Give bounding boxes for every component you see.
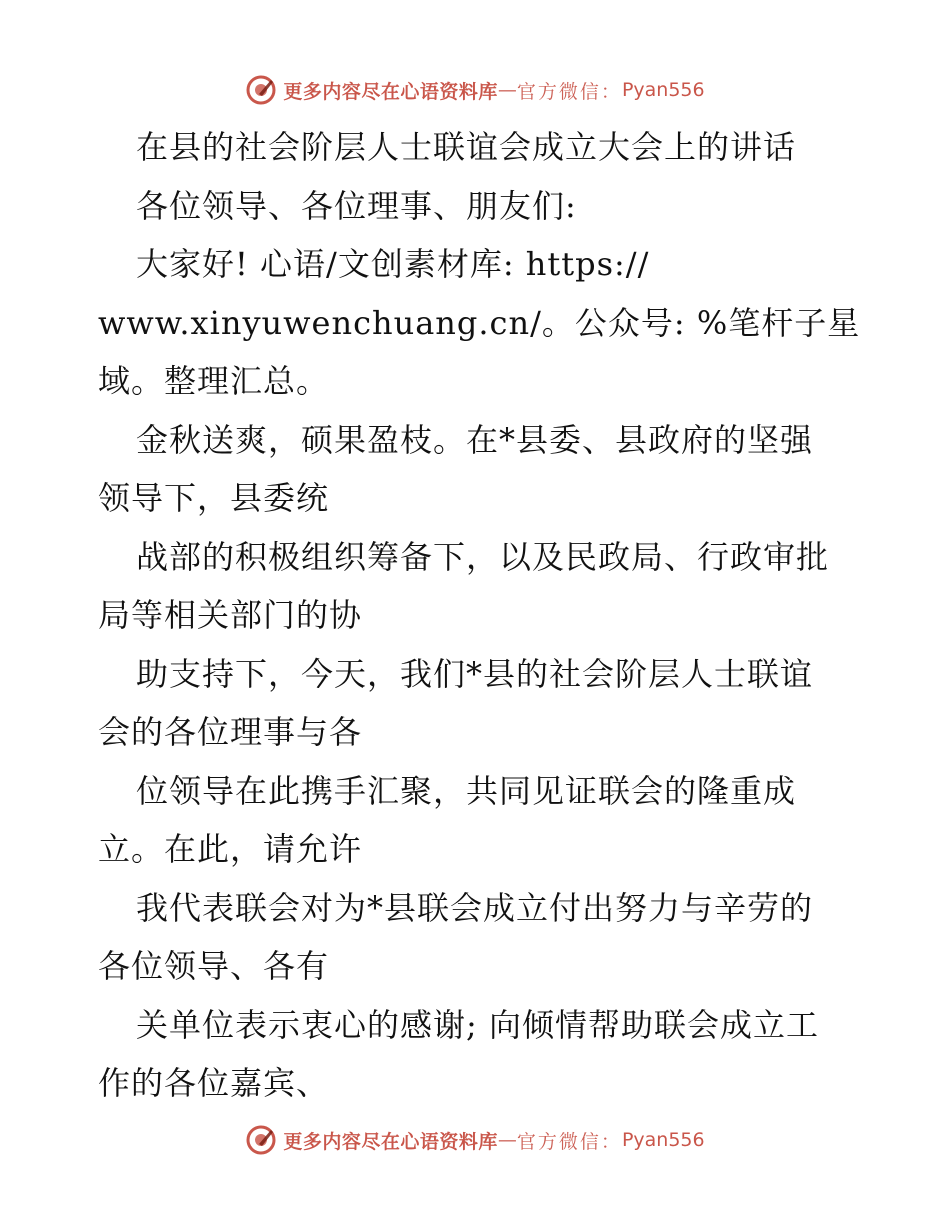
paragraph-line: 立。在此，请允许: [98, 830, 363, 868]
paragraph-line: www.xinyuwenchuang.cn/。公众号: %笔杆子星: [98, 303, 861, 342]
paragraph-line: 域。整理汇总。: [98, 362, 330, 400]
footer-banner: [0, 1120, 950, 1160]
document-title: 在县的社会阶层人士联谊会成立大会上的讲话: [136, 128, 797, 166]
paragraph-line: 助支持下，今天，我们*县的社会阶层人士联谊: [136, 654, 814, 693]
paragraph-line: 战部的积极组织筹备下，以及民政局、行政审批: [136, 537, 830, 576]
header-wechat-id: Pyan556: [621, 79, 705, 101]
paragraph-line: 位领导在此携手汇聚，共同见证联会的隆重成: [136, 771, 797, 810]
footer-official-label: 官方微信：: [516, 1130, 622, 1153]
paragraph-line: 会的各位理事与各: [98, 713, 363, 751]
header-banner: [0, 70, 950, 110]
footer-wechat-id: Pyan556: [621, 1129, 705, 1151]
paragraph-line: 大家好! 心语/文创素材库: https://: [136, 245, 650, 283]
footer-brand-text: 更多内容尽在心语资料库: [283, 1130, 498, 1153]
salutation-line: 各位领导、各位理事、朋友们:: [136, 186, 577, 225]
paragraph-line: 局等相关部门的协: [98, 596, 363, 634]
paragraph-line: 关单位表示衷心的感谢; 向倾情帮助联会成立工: [136, 1005, 819, 1044]
paragraph-line: 作的各位嘉宾、: [98, 1064, 330, 1102]
paragraph-line: 各位领导、各有: [98, 947, 330, 985]
brand-logo-icon: [245, 74, 277, 106]
header-official-label: 官方微信：: [516, 80, 622, 103]
header-separator: —: [497, 79, 517, 101]
paragraph-line: 金秋送爽，硕果盈枝。在*县委、县政府的坚强: [136, 420, 814, 459]
header-brand-text: 更多内容尽在心语资料库: [283, 80, 498, 103]
brand-logo-icon: [245, 1124, 277, 1156]
paragraph-line: 我代表联会对为*县联会成立付出努力与辛劳的: [136, 888, 814, 927]
footer-separator: —: [497, 1129, 517, 1151]
paragraph-line: 领导下，县委统: [98, 479, 330, 517]
document-body: [98, 118, 861, 1113]
